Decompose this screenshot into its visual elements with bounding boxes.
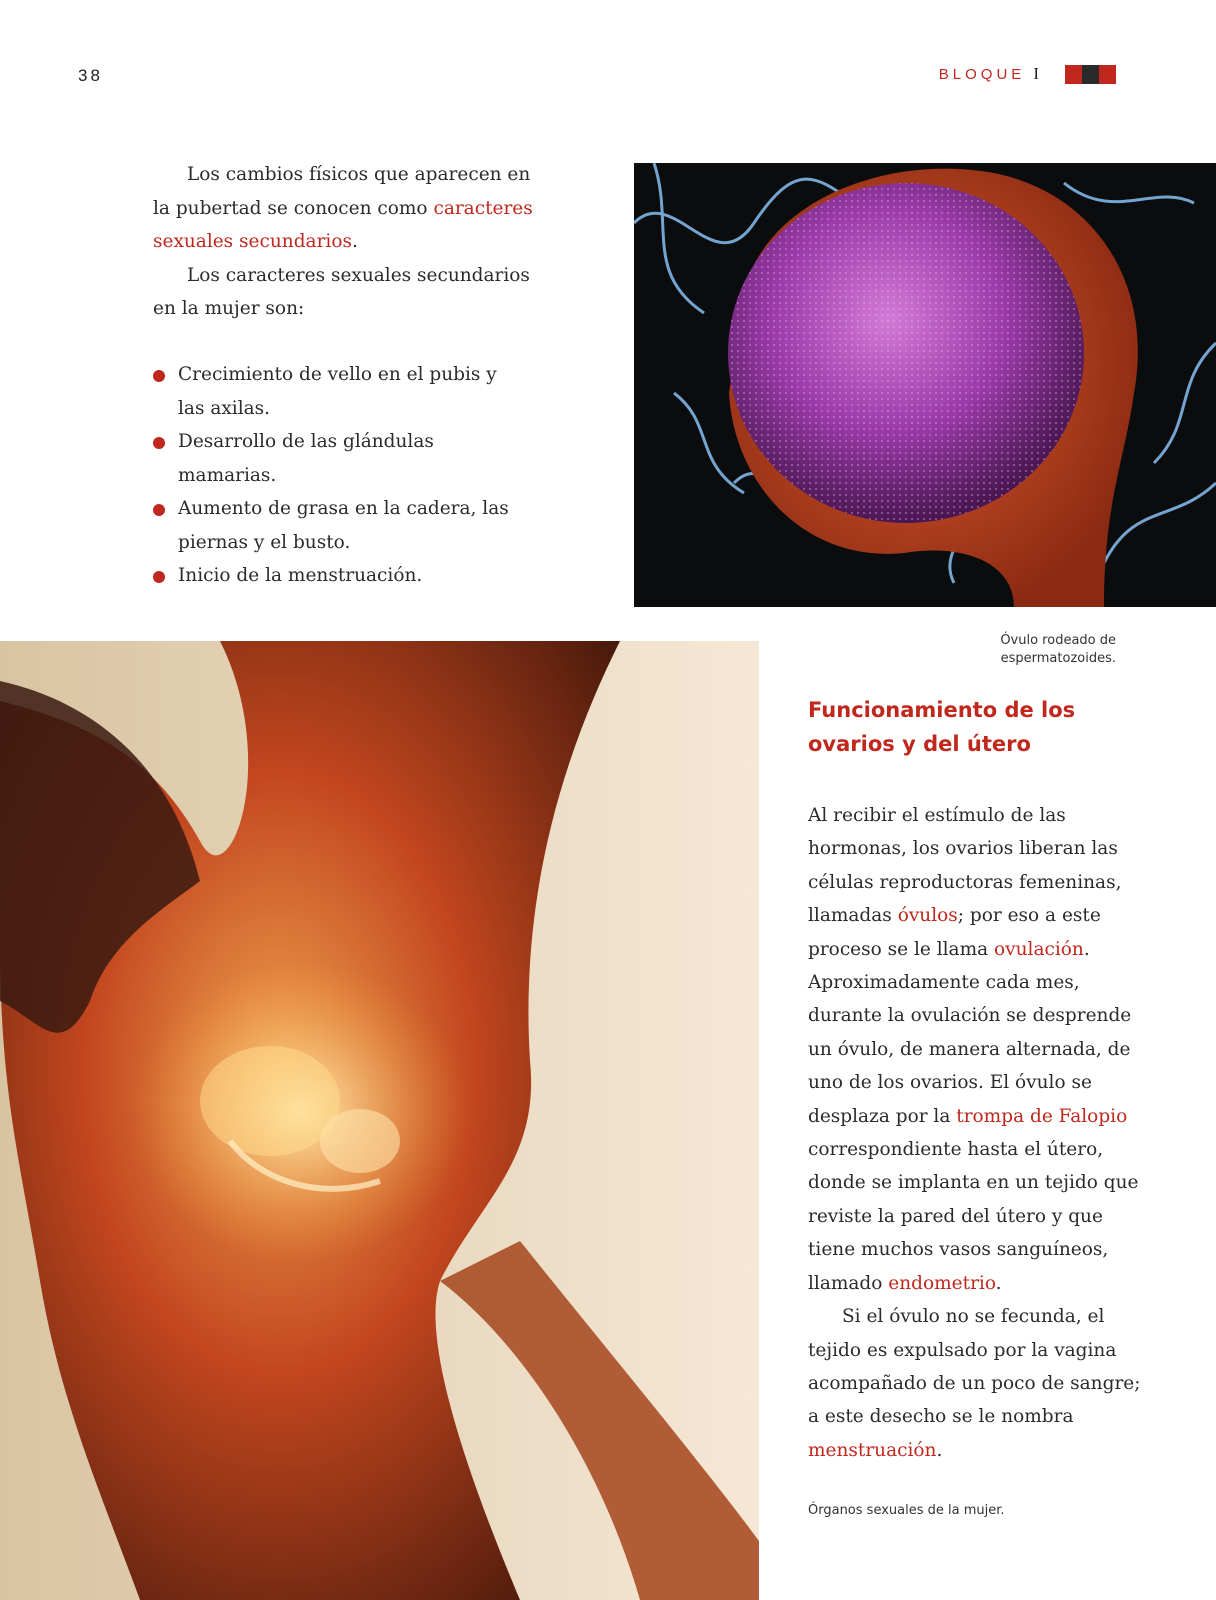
term-ovulos: óvulos — [897, 905, 958, 927]
text-run: Si el óvulo no se fecunda, el tejido es expulsado por la vagina acompañado de un poco de sangre; a este desecho se le nombra — [808, 1306, 1141, 1428]
ovule-caption-line-2: espermatozoides. — [1000, 651, 1116, 666]
bloque-number: I — [1033, 64, 1041, 83]
organs-caption: Órganos sexuales de la mujer. — [808, 1503, 1005, 1518]
section-body — [808, 799, 1148, 1467]
intro-p1-end: . — [351, 231, 358, 252]
term-menstruacion: menstruación — [808, 1439, 937, 1461]
intro-p1-text: Los cambios físicos que aparecen en la pubertad se conocen como — [153, 164, 531, 219]
intro-text — [153, 158, 553, 326]
list-item: Inicio de la menstruación. — [153, 559, 513, 593]
list-item: Aumento de grasa en la cadera, las piernas y el busto. — [153, 492, 513, 559]
section-paragraph-2 — [808, 1300, 1148, 1467]
list-item: Desarrollo de las glándulas mamarias. — [153, 425, 513, 492]
text-run: Al recibir el estímulo de las hormonas, los ovarios liberan las células reproductoras femeninas, llamadas — [808, 805, 1122, 927]
list-item: Crecimiento de vello en el pubis y las axilas. — [153, 358, 513, 425]
ovule-photo — [634, 163, 1216, 607]
color-block — [1082, 65, 1099, 84]
term-endometrio: endometrio — [888, 1272, 996, 1294]
text-run: ; por eso a este proceso se le llama — [808, 905, 1101, 960]
bloque-color-blocks — [1065, 65, 1116, 84]
term-trompa-de-falopio: trompa de Falopio — [956, 1105, 1128, 1127]
section-heading — [808, 693, 1128, 761]
ovule-caption-line-1: Óvulo rodeado de — [1000, 633, 1116, 648]
text-run: . — [936, 1439, 943, 1461]
color-block — [1065, 65, 1082, 84]
heading-line-1: Funcionamiento de los — [808, 698, 1076, 722]
color-block — [1099, 65, 1116, 84]
page-number: 38 — [78, 66, 103, 85]
text-run: . — [995, 1272, 1002, 1294]
reproductive-organs-photo — [0, 641, 759, 1600]
intro-paragraph-2: Los caracteres sexuales secundarios en la mujer son: — [153, 264, 530, 319]
term-caracteres-sexuales-secundarios: caracteres sexuales secundarios — [153, 197, 533, 252]
intro-paragraph-1 — [153, 158, 553, 259]
bloque-label: BLOQUE — [938, 65, 1026, 83]
text-run: correspondiente hasta el útero, donde se implanta en un tejido que reviste la pared del útero y que tiene muchos vasos sanguíneos, llamado — [808, 1139, 1139, 1294]
bloque-header — [939, 64, 1116, 84]
heading-line-2: ovarios y del útero — [808, 732, 1031, 756]
characteristics-list — [153, 358, 513, 593]
section-paragraph-1 — [808, 799, 1148, 1300]
ovule-illustration — [634, 163, 1216, 607]
text-run: . Aproximadamente cada mes, durante la ovulación se desprende un óvulo, de manera alternada, de uno de los ovarios. El óvulo se desplaza por la — [808, 938, 1132, 1127]
term-ovulacion: ovulación — [994, 938, 1084, 960]
ovule-caption — [856, 632, 1116, 668]
organs-illustration — [0, 641, 759, 1600]
